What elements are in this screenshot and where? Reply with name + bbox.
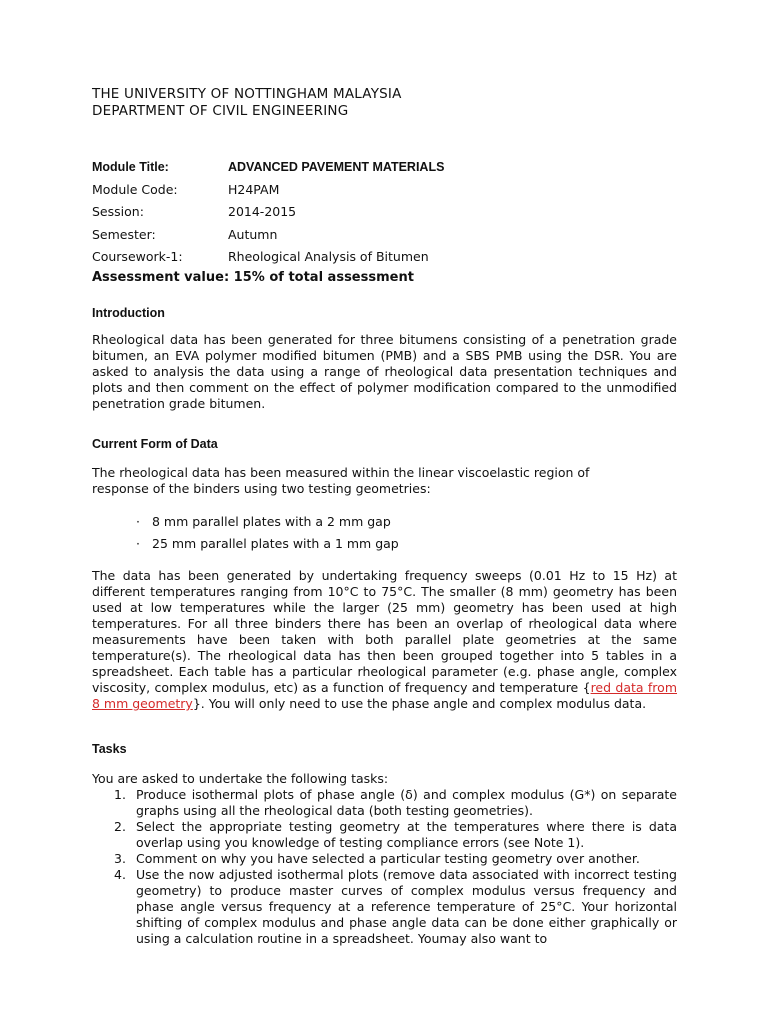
university-name: THE UNIVERSITY OF NOTTINGHAM MALAYSIA bbox=[92, 86, 402, 102]
bullet-text: 25 mm parallel plates with a 1 mm gap bbox=[152, 536, 399, 551]
module-title-label: Module Title: bbox=[92, 160, 169, 174]
bullet-glyph: · bbox=[136, 536, 140, 551]
introduction-paragraph: Rheological data has been generated for three bitumens consisting of a penetration grade bitumen, an EVA polymer modified bitumen (PMB) and a SBS PMB using the DSR. You are asked to analysis the data using a range of rheological data presentation techniques and plots and then comment on the effect of polymer modification compared to the unmodified penetration grade bitumen. bbox=[92, 332, 677, 411]
semester-label: Semester: bbox=[92, 227, 156, 242]
bullet-text: 8 mm parallel plates with a 2 mm gap bbox=[152, 514, 391, 529]
task-text: Produce isothermal plots of phase angle (δ) and complex modulus (G*) on separate graphs using all the rheological data (both testing geometries). bbox=[136, 787, 677, 818]
task-text: Select the appropriate testing geometry at the temperatures where there is data overlap using you knowledge of testing compliance errors (see Note 1). bbox=[136, 819, 677, 850]
task-number: 1. bbox=[114, 787, 126, 802]
current-form-intro-line2: response of the binders using two testing geometries: bbox=[92, 481, 431, 496]
bullet-item bbox=[136, 536, 399, 551]
data-description-end: }. You will only need to use the phase angle and complex modulus data. bbox=[192, 696, 647, 711]
bullet-glyph: · bbox=[136, 514, 140, 529]
session-label: Session: bbox=[92, 204, 144, 219]
module-code-label: Module Code: bbox=[92, 182, 178, 197]
module-title-value: ADVANCED PAVEMENT MATERIALS bbox=[228, 160, 445, 174]
data-description-text: The data has been generated by undertaking frequency sweeps (0.01 Hz to 15 Hz) at different temperatures ranging from 10°C to 75°C. The smaller (8 mm) geometry has been used at low temperatures while the larger (25 mm) geometry has been used at high temperatures. For all three binders there has been an overlap of rheological data where measurements have been taken with both parallel plate geometries at the same temperature(s). The rheological data has then been grouped together into 5 tables in a spreadsheet. Each table has a particular rheological parameter (e.g. phase angle, complex viscosity, complex modulus, etc) as a function of frequency and temperature bbox=[92, 568, 677, 695]
coursework-value: Rheological Analysis of Bitumen bbox=[228, 249, 429, 264]
task-number: 3. bbox=[114, 851, 126, 866]
red-data-link[interactable]: red data from 8 mm geometry bbox=[92, 680, 677, 711]
task-item bbox=[92, 787, 677, 819]
task-item bbox=[92, 851, 677, 867]
task-item bbox=[92, 819, 677, 851]
data-description-paragraph bbox=[92, 568, 677, 712]
tasks-heading: Tasks bbox=[92, 742, 127, 756]
department-name: DEPARTMENT OF CIVIL ENGINEERING bbox=[92, 103, 349, 119]
semester-value: Autumn bbox=[228, 227, 278, 242]
task-number: 2. bbox=[114, 819, 126, 834]
bullet-item bbox=[136, 514, 391, 529]
task-item bbox=[92, 867, 677, 947]
tasks-list bbox=[92, 787, 677, 947]
coursework-label: Coursework-1: bbox=[92, 249, 183, 264]
task-text: Comment on why you have selected a particular testing geometry over another. bbox=[136, 851, 640, 866]
module-code-value: H24PAM bbox=[228, 182, 280, 197]
brace-open: { bbox=[582, 680, 591, 695]
tasks-intro: You are asked to undertake the following tasks: bbox=[92, 771, 389, 786]
introduction-heading: Introduction bbox=[92, 306, 165, 320]
current-form-intro-line1: The rheological data has been measured within the linear viscoelastic region of bbox=[92, 465, 590, 480]
task-text: Use the now adjusted isothermal plots (remove data associated with incorrect testing geometry) to produce master curves of complex modulus versus frequency and phase angle versus frequency at a reference temperature of 25°C. Your horizontal shifting of complex modulus and phase angle data can be done either graphically or using a calculation routine in a spreadsheet. Youmay also want to bbox=[136, 867, 677, 946]
assessment-value: Assessment value: 15% of total assessment bbox=[92, 270, 414, 285]
current-form-heading: Current Form of Data bbox=[92, 437, 218, 451]
session-value: 2014-2015 bbox=[228, 204, 297, 219]
task-number: 4. bbox=[114, 867, 126, 882]
